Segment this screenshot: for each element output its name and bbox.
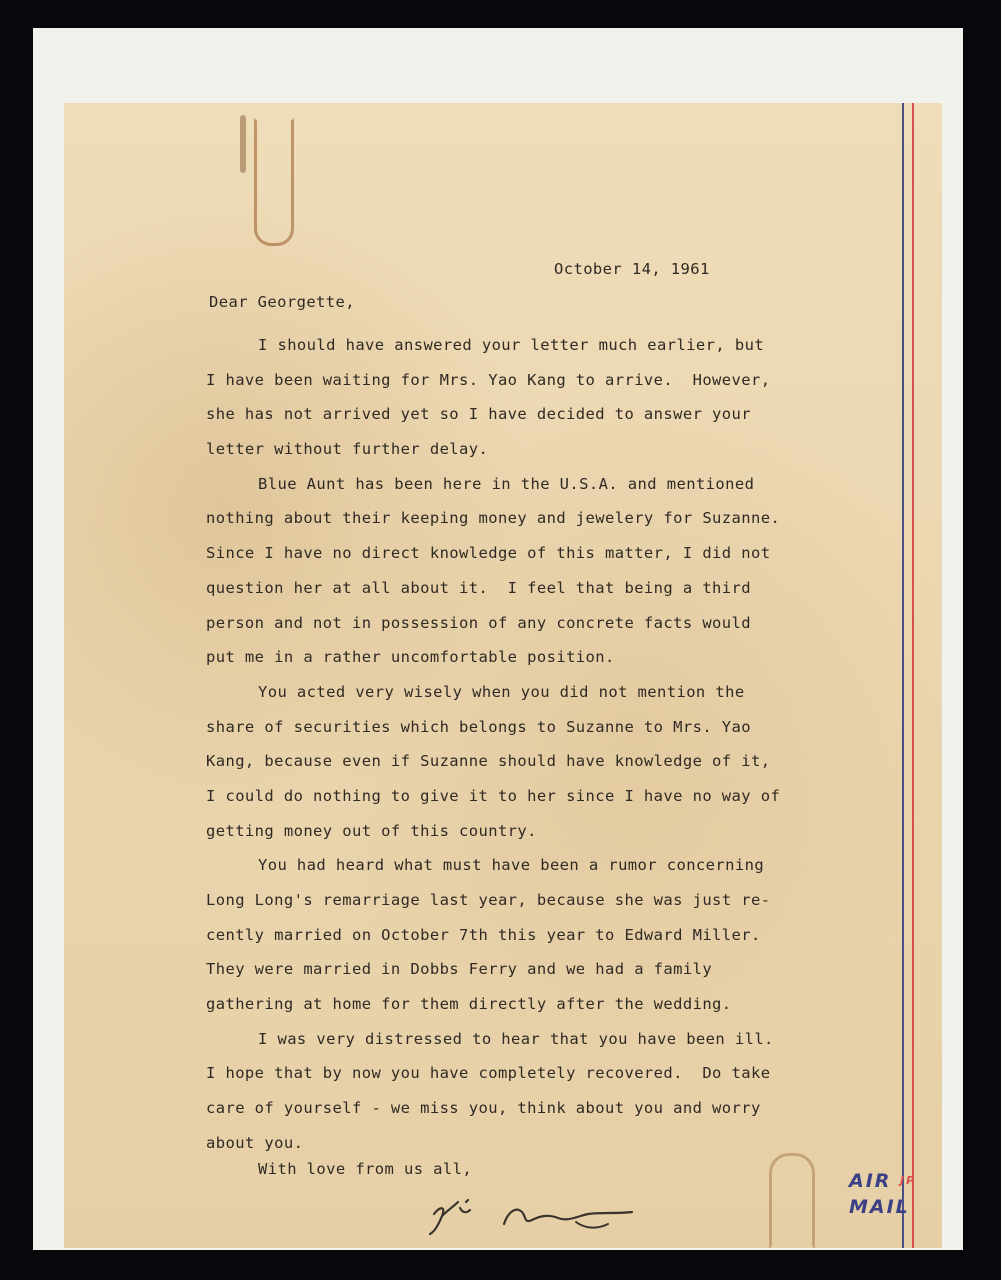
- letter-line: gathering at home for them directly after the wedding.: [206, 995, 732, 1014]
- letter-line: Blue Aunt has been here in the U.S.A. and mentioned: [258, 474, 755, 493]
- letter-body: [206, 328, 780, 1161]
- letter-line: question her at all about it. I feel that being a third: [206, 578, 751, 597]
- letter-line: care of yourself - we miss you, think about you and worry: [206, 1099, 761, 1118]
- paperclip-stain-mark: [240, 115, 246, 173]
- airmail-word-air: AIR: [849, 1170, 892, 1192]
- paperclip-stain: [254, 118, 294, 246]
- airmail-stamp: [849, 1168, 916, 1220]
- letter-line: getting money out of this country.: [206, 821, 537, 840]
- letter-closing: With love from us all,: [258, 1160, 473, 1178]
- airmail-word-mail: MAIL: [849, 1196, 910, 1218]
- letter-date: October 14, 1961: [554, 260, 710, 278]
- letter-line: person and not in possession of any concrete facts would: [206, 613, 751, 632]
- airmail-stripe-blue: [902, 103, 904, 1248]
- letter-line: Kang, because even if Suzanne should have knowledge of it,: [206, 752, 771, 771]
- letter-line: They were married in Dobbs Ferry and we had a family: [206, 960, 713, 979]
- letter-line: Long Long's remarriage last year, because she was just re-: [206, 891, 771, 909]
- letter-line: she has not arrived yet so I have decided to answer your: [206, 405, 751, 424]
- handwritten-signature: [426, 1188, 646, 1238]
- letter-line: nothing about their keeping money and jewelery for Suzanne.: [206, 509, 781, 528]
- letter-line: I should have answered your letter much earlier, but: [258, 336, 765, 354]
- letter-line: You acted very wisely when you did not mention the: [258, 682, 745, 701]
- corner-stain: [769, 1153, 815, 1248]
- letter-line: You had heard what must have been a rumor concerning: [258, 856, 765, 875]
- letter-line: I hope that by now you have completely recovered. Do take: [206, 1064, 771, 1083]
- letter-line: Since I have no direct knowledge of this matter, I did not: [206, 544, 771, 563]
- letter-line: about you.: [206, 1133, 304, 1152]
- letter-line: put me in a rather uncomfortable position.: [206, 648, 615, 667]
- letter-line: I have been waiting for Mrs. Yao Kang to arrive. However,: [206, 370, 771, 389]
- letter-sheet: [64, 103, 942, 1248]
- letter-line: I could do nothing to give it to her since I have no way of: [206, 786, 781, 805]
- airmail-stripe-red: [912, 103, 914, 1248]
- airmail-initials: JP: [900, 1174, 917, 1187]
- letter-salutation: Dear Georgette,: [209, 293, 355, 311]
- letter-line: I was very distressed to hear that you have been ill.: [258, 1029, 774, 1048]
- letter-line: letter without further delay.: [206, 440, 489, 459]
- letter-line: share of securities which belongs to Suzanne to Mrs. Yao: [206, 717, 751, 736]
- letter-line: cently married on October 7th this year to Edward Miller.: [206, 925, 761, 944]
